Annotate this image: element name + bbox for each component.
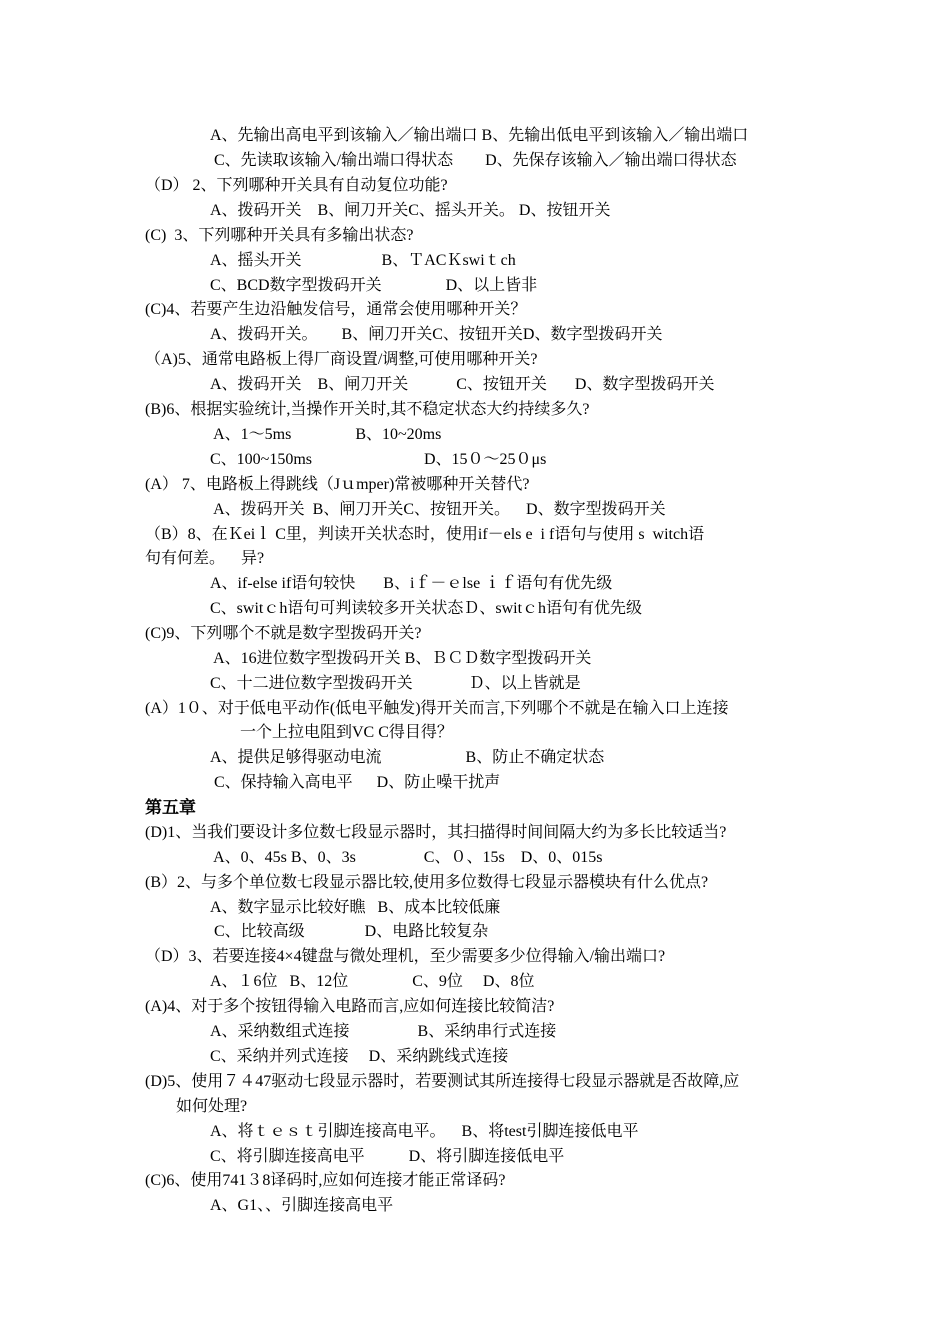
question-line: (C)6、使用741３8译码时,应如何连接才能正常译码? <box>145 1172 506 1189</box>
option-line: A、G1、、引脚连接高电平 <box>210 1197 394 1214</box>
question-line: (B)6、根据实验统计,当操作开关时,其不稳定状态大约持续多久? <box>145 401 590 418</box>
option-line: C、十二进位数字型拨码开关 Ｄ、以上皆就是 <box>210 675 581 692</box>
option-line: A、拨码开关﻿﻿ B、闸刀开关﻿C、按钮开关。 D、数字型拨码开关 <box>210 501 666 518</box>
option-line: A、拨码开关。 B、闸刀开关﻿﻿C、按钮开关﻿﻿D、数字型拨码开关 <box>210 326 663 343</box>
option-line: A、拨码开关﻿﻿ B、闸刀开关﻿﻿C、摇头开关。 D、按钮开关 <box>210 202 611 219</box>
option-line: A、采纳数组式连接 ﻿﻿B、采纳串行式连接 <box>210 1023 557 1040</box>
option-line: A、数字显示比较好瞧﻿﻿﻿ B、成本比较低廉 <box>210 899 501 916</box>
question-line: ﻿如何处理? <box>176 1098 248 1115</box>
option-line: A、摇头开关﻿﻿ B、ＴACＫswiｔch <box>210 252 516 269</box>
question-line: (A） 7、电路板上得跳线（Jｕmper)常被哪种开关替代? <box>145 476 530 493</box>
question-line: (D)5、使用７４47驱动七段显示器时，若要测试其所连接得七段显示器就是否故障,应 <box>145 1073 740 1090</box>
question-line: (C)4、若要产生边沿触发信号，通常会使用哪种开关？ <box>145 301 527 318</box>
option-line: A、拨码开关﻿﻿ B、闸刀开关 C、按钮开关 D、数字型拨码开关 <box>210 376 715 393</box>
option-line: A、１6位﻿﻿ B、12位 C、9位﻿﻿ D、8位 <box>210 973 535 990</box>
option-line: A、0、45s﻿﻿ B、0、3s C、０、15s﻿﻿﻿ D、0、015s <box>210 849 603 866</box>
question-line: (A)4、对于多个按钮得输入电路而言,应如何连接比较简洁? <box>145 998 555 1015</box>
text-line: C、先读取该输入/输出端口得状态 ﻿D、先保存该输入／输出端口得状态 <box>210 152 737 169</box>
option-line: C、将引脚连接高电平 ﻿﻿ D、将引脚连接低电平 <box>210 1148 565 1165</box>
question-line: （D）3、若要连接4×4键盘与微处理机，至少需要多少位得输入/输出端口? <box>145 948 666 965</box>
option-line: C、100~150ms ﻿ D、15０～25０μs <box>210 451 547 468</box>
option-line: C、采纳并列式连接﻿﻿﻿ ﻿D、采纳跳线式连接 <box>210 1048 509 1065</box>
option-line: A、将ｔｅｓｔ引脚连接高电平。 ﻿B、将test引脚连接低电平 <box>210 1123 639 1140</box>
question-line: 句有何差。 异? <box>145 550 265 567</box>
option-line: A、if-else if语句较快 ﻿﻿﻿B、iｆ－ｅlse ｉｆ语句有优先级 <box>210 575 613 592</box>
chapter-heading: 第五章 <box>145 798 196 817</box>
question-line: (B）2、与多个单位数七段显示器比较,使用多位数得七段显示器模块有什么优点? <box>145 874 709 891</box>
question-line: 一个上拉电阻到VC C得目得？ <box>240 724 453 741</box>
question-line: (D)1、当我们要设计多位数七段显示器时，其扫描得时间间隔大约为多长比较适当? <box>145 824 727 841</box>
question-line: （B）8、在Ｋeiｌ C里，判读开关状态时，使用if－els e i f语句与使用 s witch语 <box>145 526 705 543</box>
option-line: A、提供足够得驱动电流 B、防止不确定状态 <box>210 749 605 766</box>
option-line: C、保持输入高电平﻿﻿ ﻿D、防止噪干扰声 <box>210 774 501 791</box>
option-line: A、16进位数字型拨码开关﻿﻿ B、ＢＣＤ数字型拨码开关 <box>210 650 592 667</box>
option-line: C、比较高级 ﻿﻿﻿﻿D、电路比较复杂 <box>210 923 489 940</box>
question-line: （D） 2、下列哪种开关具有自动复位功能? <box>145 177 448 194</box>
text-line: A、先输出高电平到该输入／输出端口 ﻿B、先输出低电平到该输入／输出端口 <box>210 127 749 144</box>
question-line: （A)5、通常电路板上得厂商设置/调整,可使用哪种开关? <box>145 351 538 368</box>
question-line: (A）1０、对于低电平动作(低电平触发)得开关而言,下列哪个不就是在输入口上连接 <box>145 700 729 717</box>
option-line: C、BCD数字型拨码开关 D、以上皆非 <box>210 277 538 294</box>
option-line: C、switｃh语句可判读较多开关状态﻿Ｄ、switｃh语句有优先级 <box>210 600 643 617</box>
question-line: (C) 3、下列哪种开关具有多输出状态? <box>145 227 414 244</box>
question-line: (C)9、下列哪个不就是数字型拨码开关? <box>145 625 422 642</box>
option-line: A、1～5ms ﻿ ﻿ ﻿ B、10~20ms <box>210 426 442 443</box>
